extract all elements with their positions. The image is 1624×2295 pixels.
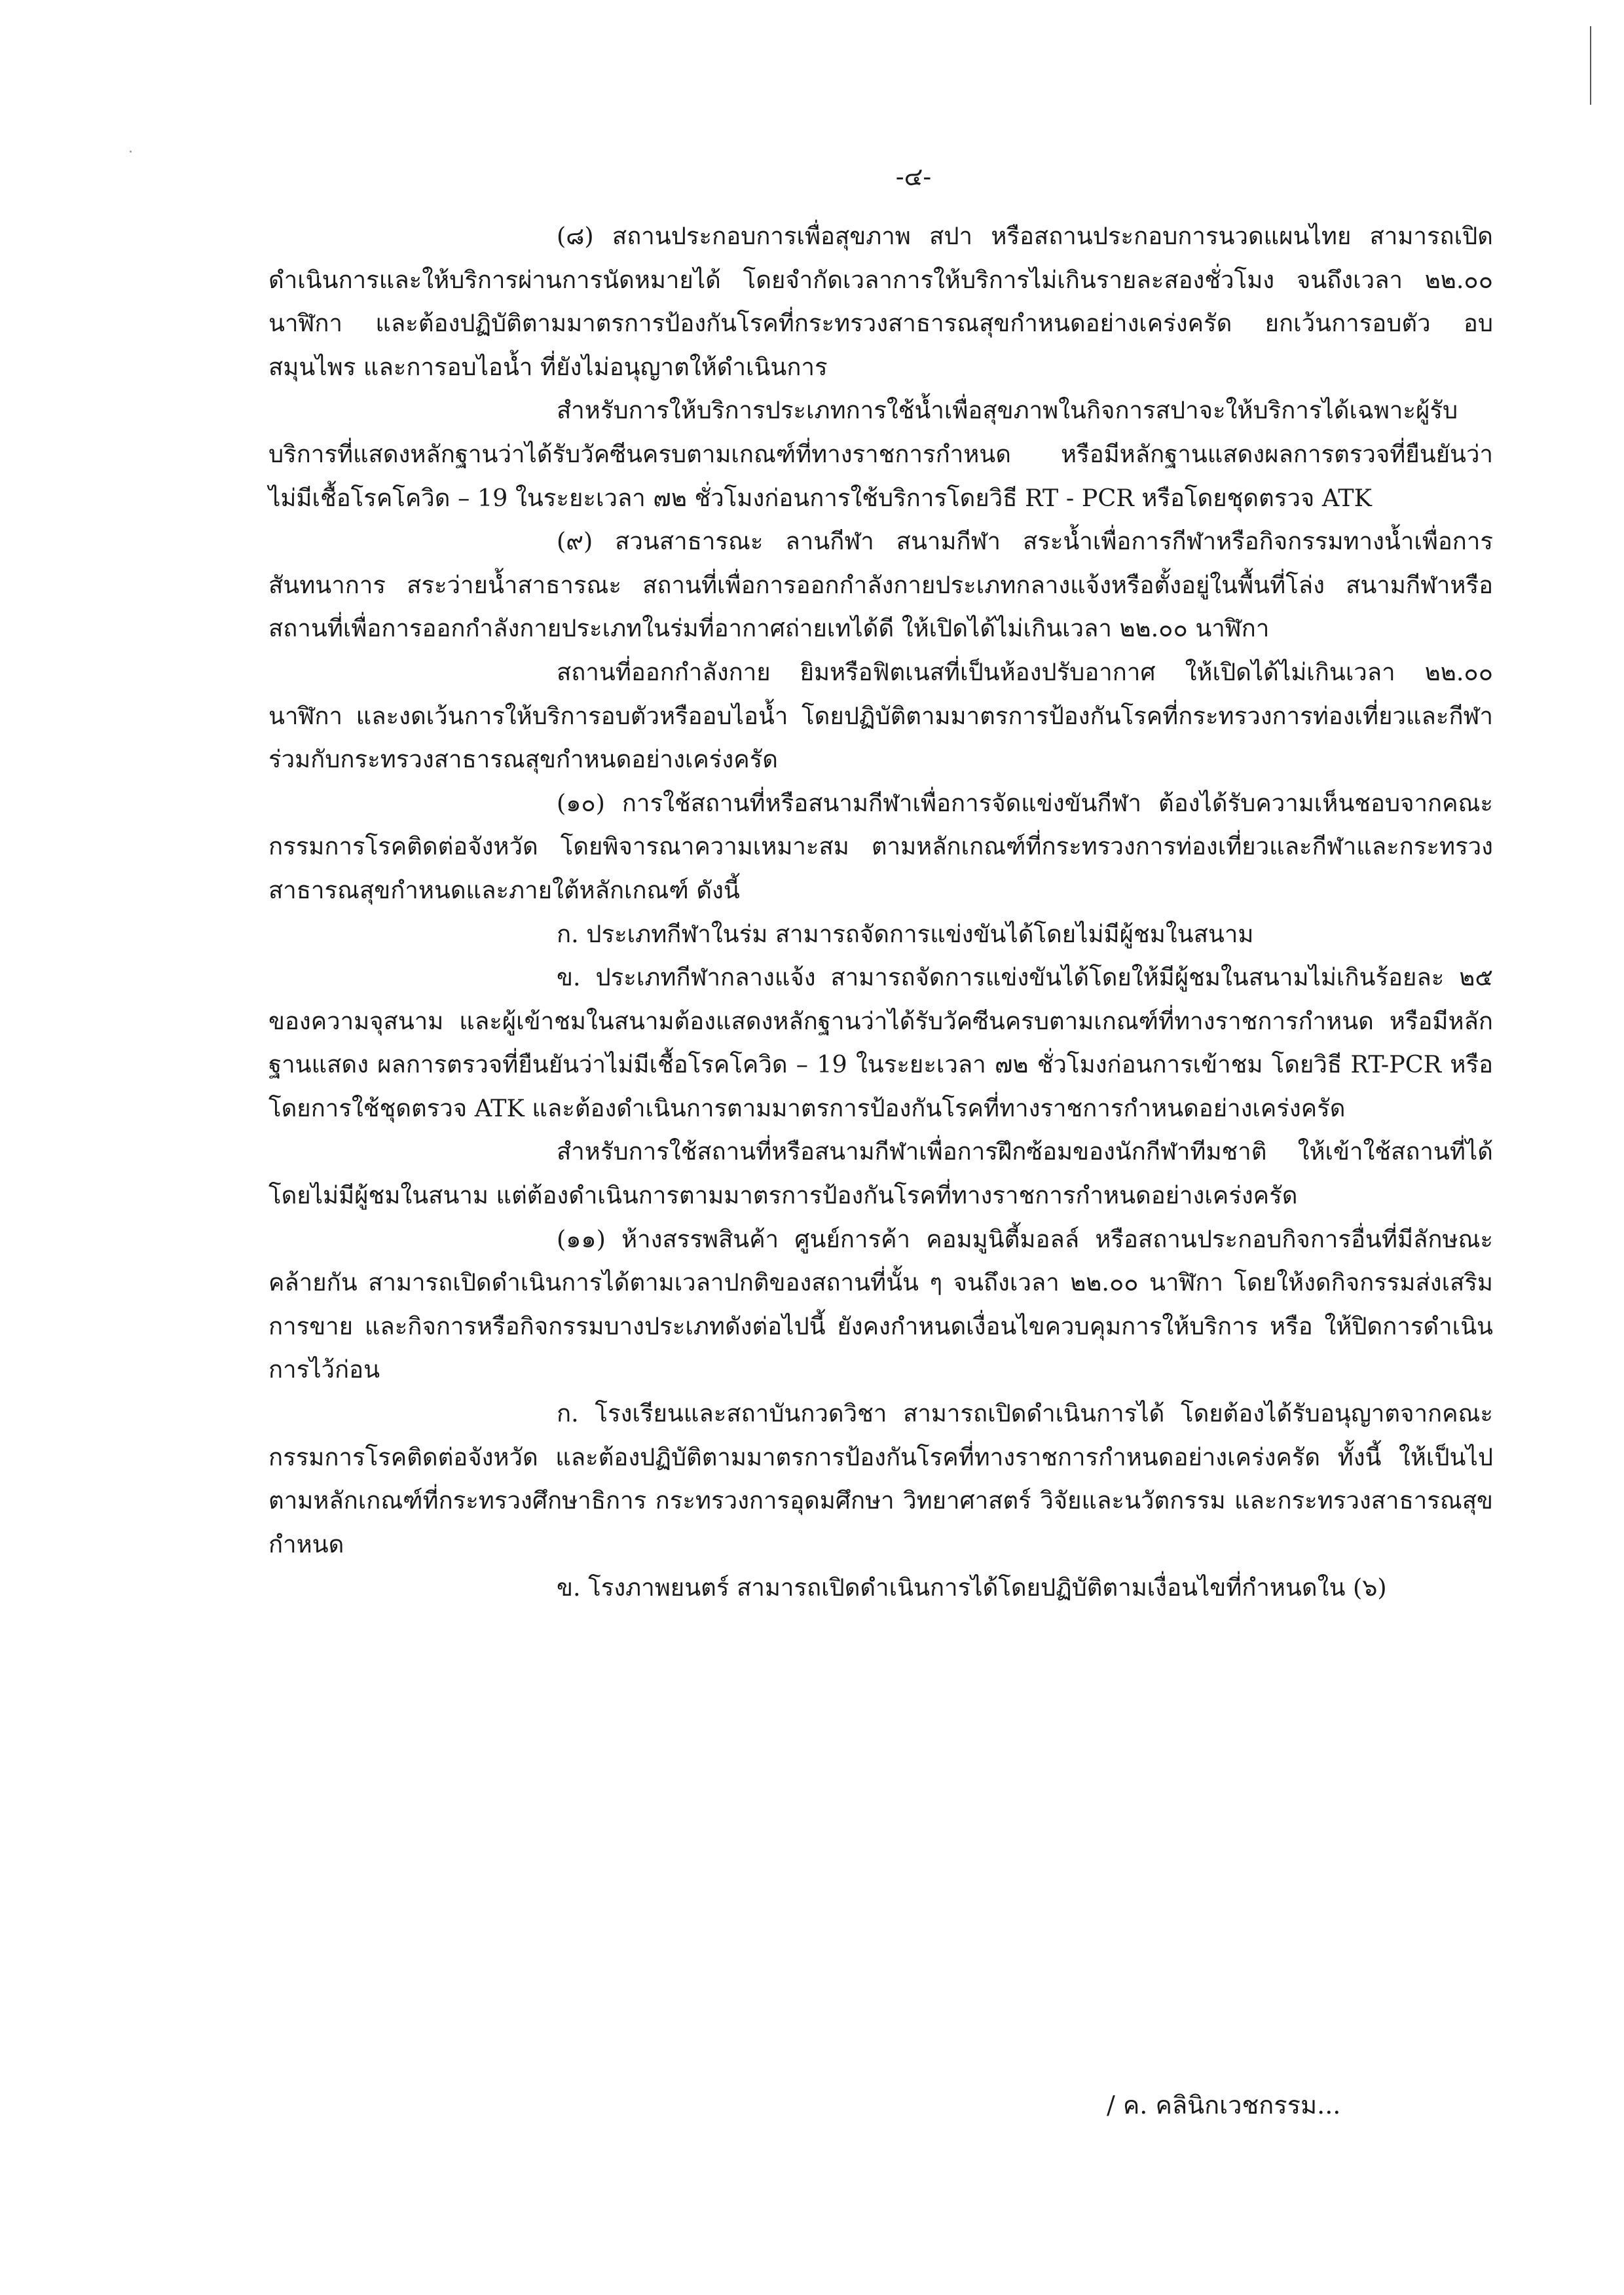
page-number: -๔- bbox=[895, 162, 932, 191]
scan-edge-line bbox=[1590, 26, 1591, 105]
paragraph-item-11-b: ข. โรงภาพยนตร์ สามารถเปิดดำเนินการได้โดยปฏิบัติตามเงื่อนไขที่กำหนดใน (๖) bbox=[557, 1573, 1387, 1602]
paragraph-gym-fitness: สถานที่ออกกำลังกาย ยิมหรือฟิตเนสที่เป็นห้องปรับอากาศ ให้เปิดได้ไม่เกินเวลา ๒๒.๐๐ นาฬิกา และงดเว้นการให้บริการอบตัวหรืออบไอน้ำ โดยปฏิบัติตามมาตรการป้องกันโรคที่กระทรวงการท่องเที่ยวและกีฬาร่วมกับกระทรวงสาธารณสุขกำหนดอย่างเคร่งครัด bbox=[268, 657, 1493, 774]
scan-speck bbox=[130, 151, 132, 153]
paragraph-item-10-a: ก. ประเภทกีฬาในร่ม สามารถจัดการแข่งขันได้โดยไม่มีผู้ชมในสนาม bbox=[557, 919, 1254, 948]
paragraph-item-8: (๘) สถานประกอบการเพื่อสุขภาพ สปา หรือสถานประกอบการนวดแผนไทย สามารถเปิดดำเนินการและให้บริการผ่านการนัดหมายได้ โดยจำกัดเวลาการให้บริการไม่เกินรายละสองชั่วโมง จนถึงเวลา ๒๒.๐๐ นาฬิกา และต้องปฏิบัติตามมาตรการป้องกันโรคที่กระทรวงสาธารณสุขกำหนดอย่างเคร่งครัด ยกเว้นการอบตัว อบสมุนไพร และการอบไอน้ำ ที่ยังไม่อนุญาตให้ดำเนินการ bbox=[268, 222, 1493, 381]
footer-continuation: / ค. คลินิกเวชกรรม... bbox=[1107, 2091, 1341, 2120]
document-body bbox=[268, 215, 1493, 1610]
paragraph-item-11: (๑๑) ห้างสรรพสินค้า ศูนย์การค้า คอมมูนิตี้มอลล์ หรือสถานประกอบกิจการอื่นที่มีลักษณะคล้ายกัน สามารถเปิดดำเนินการได้ตามเวลาปกติของสถานที่นั้น ๆ จนถึงเวลา ๒๒.๐๐ นาฬิกา โดยให้งดกิจกรรมส่งเสริมการขาย และกิจการหรือกิจกรรมบางประเภทดังต่อไปนี้ ยังคงกำหนดเงื่อนไขควบคุมการให้บริการ หรือ ให้ปิดการดำเนินการไว้ก่อน bbox=[268, 1224, 1493, 1384]
paragraph-spa-water-service: สำหรับการให้บริการประเภทการใช้น้ำเพื่อสุขภาพในกิจการสปาจะให้บริการได้เฉพาะผู้รับบริการที่แสดงหลักฐานว่าได้รับวัคซีนครบตามเกณฑ์ที่ทางราชการกำหนด หรือมีหลักฐานแสดงผลการตรวจที่ยืนยันว่าไม่มีเชื้อโรคโควิด – 19 ในระยะเวลา ๗๒ ชั่วโมงก่อนการใช้บริการโดยวิธี RT - PCR หรือโดยชุดตรวจ ATK bbox=[268, 396, 1493, 512]
paragraph-item-9: (๙) สวนสาธารณะ ลานกีฬา สนามกีฬา สระน้ำเพื่อการกีฬาหรือกิจกรรมทางน้ำเพื่อการสันทนาการ สระว่ายน้ำสาธารณะ สถานที่เพื่อการออกกำลังกายประเภทกลางแจ้งหรือตั้งอยู่ในพื้นที่โล่ง สนามกีฬาหรือสถานที่เพื่อการออกกำลังกายประเภทในร่มที่อากาศถ่ายเทได้ดี ให้เปิดได้ไม่เกินเวลา ๒๒.๐๐ นาฬิกา bbox=[268, 527, 1493, 643]
paragraph-item-10: (๑๐) การใช้สถานที่หรือสนามกีฬาเพื่อการจัดแข่งขันกีฬา ต้องได้รับความเห็นชอบจากคณะกรรมการโรคติดต่อจังหวัด โดยพิจารณาความเหมาะสม ตามหลักเกณฑ์ที่กระทรวงการท่องเที่ยวและกีฬาและกระทรวงสาธารณสุขกำหนดและภายใต้หลักเกณฑ์ ดังนี้ bbox=[268, 788, 1493, 904]
paragraph-item-10-b: ข. ประเภทกีฬากลางแจ้ง สามารถจัดการแข่งขันได้โดยให้มีผู้ชมในสนามไม่เกินร้อยละ ๒๕ ของความจุสนาม และผู้เข้าชมในสนามต้องแสดงหลักฐานว่าได้รับวัคซีนครบตามเกณฑ์ที่ทางราชการกำหนด หรือมีหลักฐานแสดง ผลการตรวจที่ยืนยันว่าไม่มีเชื้อโรคโควิด – 19 ในระยะเวลา ๗๒ ชั่วโมงก่อนการเข้าชม โดยวิธี RT-PCR หรือโดยการใช้ชุดตรวจ ATK และต้องดำเนินการตามมาตรการป้องกันโรคที่ทางราชการกำหนดอย่างเคร่งครัด bbox=[268, 963, 1493, 1122]
paragraph-item-11-a: ก. โรงเรียนและสถาบันกวดวิชา สามารถเปิดดำเนินการได้ โดยต้องได้รับอนุญาตจากคณะกรรมการโรคติดต่อจังหวัด และต้องปฏิบัติตามมาตรการป้องกันโรคที่ทางราชการกำหนดอย่างเคร่งครัด ทั้งนี้ ให้เป็นไปตามหลักเกณฑ์ที่กระทรวงศึกษาธิการ กระทรวงการอุดมศึกษา วิทยาศาสตร์ วิจัยและนวัตกรรม และกระทรวงสาธารณสุขกำหนด bbox=[268, 1399, 1493, 1558]
paragraph-national-team-training: สำหรับการใช้สถานที่หรือสนามกีฬาเพื่อการฝึกซ้อมของนักกีฬาทีมชาติ ให้เข้าใช้สถานที่ได้ โดยไม่มีผู้ชมในสนาม แต่ต้องดำเนินการตามมาตรการป้องกันโรคที่ทางราชการกำหนดอย่างเคร่งครัด bbox=[268, 1137, 1493, 1210]
